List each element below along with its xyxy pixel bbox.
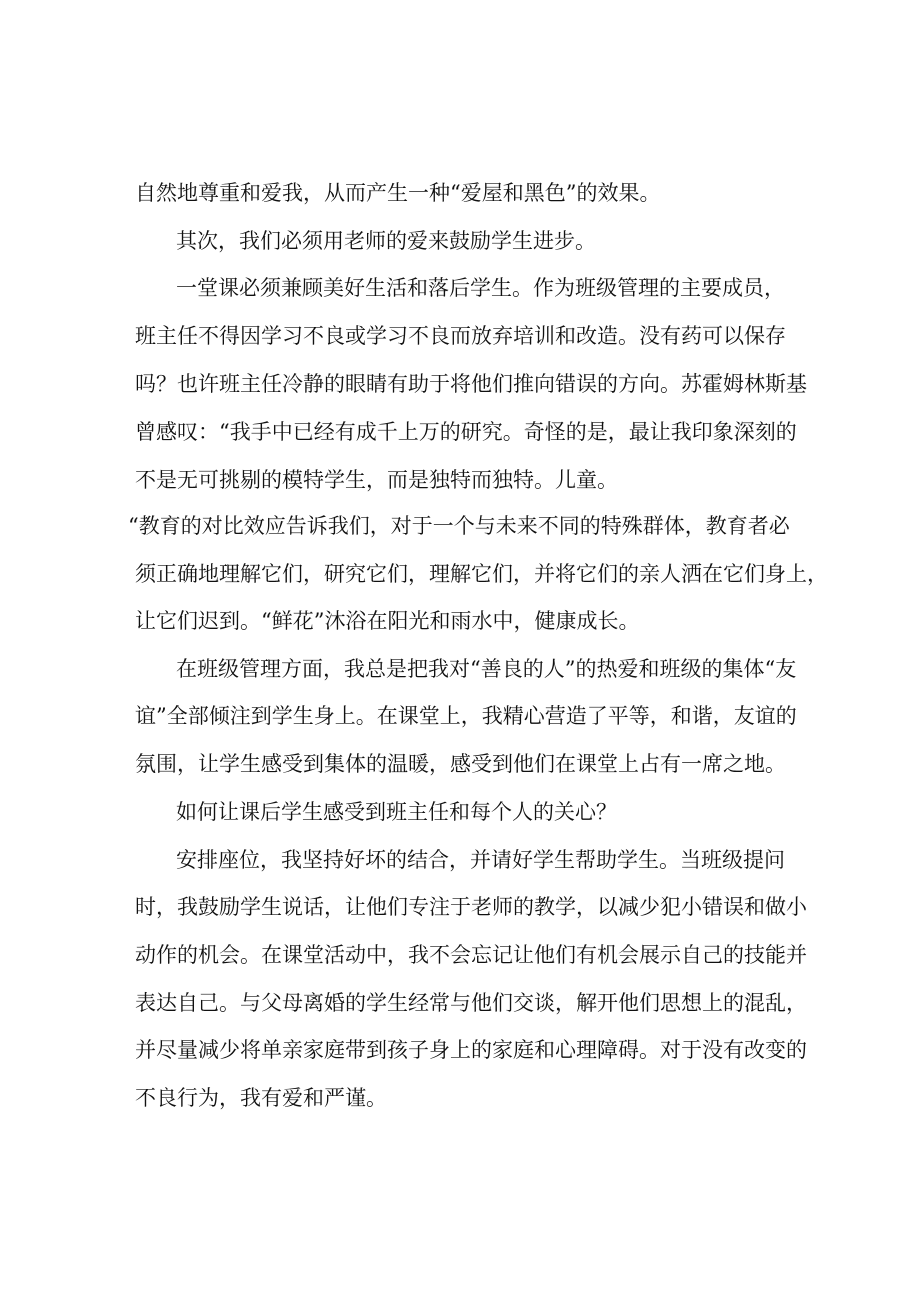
text-line: 让它们迟到。“鲜花”沐浴在阳光和雨水中，健康成长。 <box>135 609 640 633</box>
text-line: 安排座位，我坚持好坏的结合，并请好学生帮助学生。当班级提问 <box>176 848 785 872</box>
text-line: 时，我鼓励学生说话，让他们专注于老师的教学，以减少犯小错误和做小 <box>135 895 807 919</box>
text-line: 其次，我们必须用老师的爱来鼓励学生进步。 <box>176 229 596 253</box>
text-line: 在班级管理方面，我总是把我对“善良的人”的热爱和班级的集体“友 <box>176 657 797 681</box>
text-line: 不是无可挑剔的模特学生，而是独特而独特。儿童。 <box>135 468 618 492</box>
text-line: “教育的对比效应告诉我们，对于一个与未来不同的特殊群体，教育者必 <box>128 514 790 538</box>
text-line: 自然地尊重和爱我，从而产生一种“爱屋和黑色”的效果。 <box>135 181 661 205</box>
text-line: 须正确地理解它们，研究它们，理解它们，并将它们的亲人洒在它们身上， <box>135 562 828 586</box>
text-line: 班主任不得因学习不良或学习不良而放弃培训和改造。没有药可以保存 <box>135 324 786 348</box>
text-line: 不良行为，我有爱和严谨。 <box>135 1086 387 1110</box>
text-line: 曾感叹：“我手中已经有成千上万的研究。奇怪的是，最让我印象深刻的 <box>135 420 797 444</box>
text-line: 如何让课后学生感受到班主任和每个人的关心？ <box>176 800 617 824</box>
text-line: 一堂课必须兼顾美好生活和落后学生。作为班级管理的主要成员， <box>176 276 785 300</box>
text-line: 氛围，让学生感受到集体的温暖，感受到他们在课堂上占有一席之地。 <box>135 752 786 776</box>
text-line: 并尽量减少将单亲家庭带到孩子身上的家庭和心理障碍。对于没有改变的 <box>135 1038 807 1062</box>
text-line: 表达自己。与父母离婚的学生经常与他们交谈，解开他们思想上的混乱， <box>135 991 807 1015</box>
text-line: 动作的机会。在课堂活动中，我不会忘记让他们有机会展示自己的技能并 <box>135 943 807 967</box>
text-line: 谊”全部倾注到学生身上。在课堂上，我精心营造了平等，和谐，友谊的 <box>135 704 797 728</box>
text-line: 吗？也许班主任冷静的眼睛有助于将他们推向错误的方向。苏霍姆林斯基 <box>135 372 807 396</box>
